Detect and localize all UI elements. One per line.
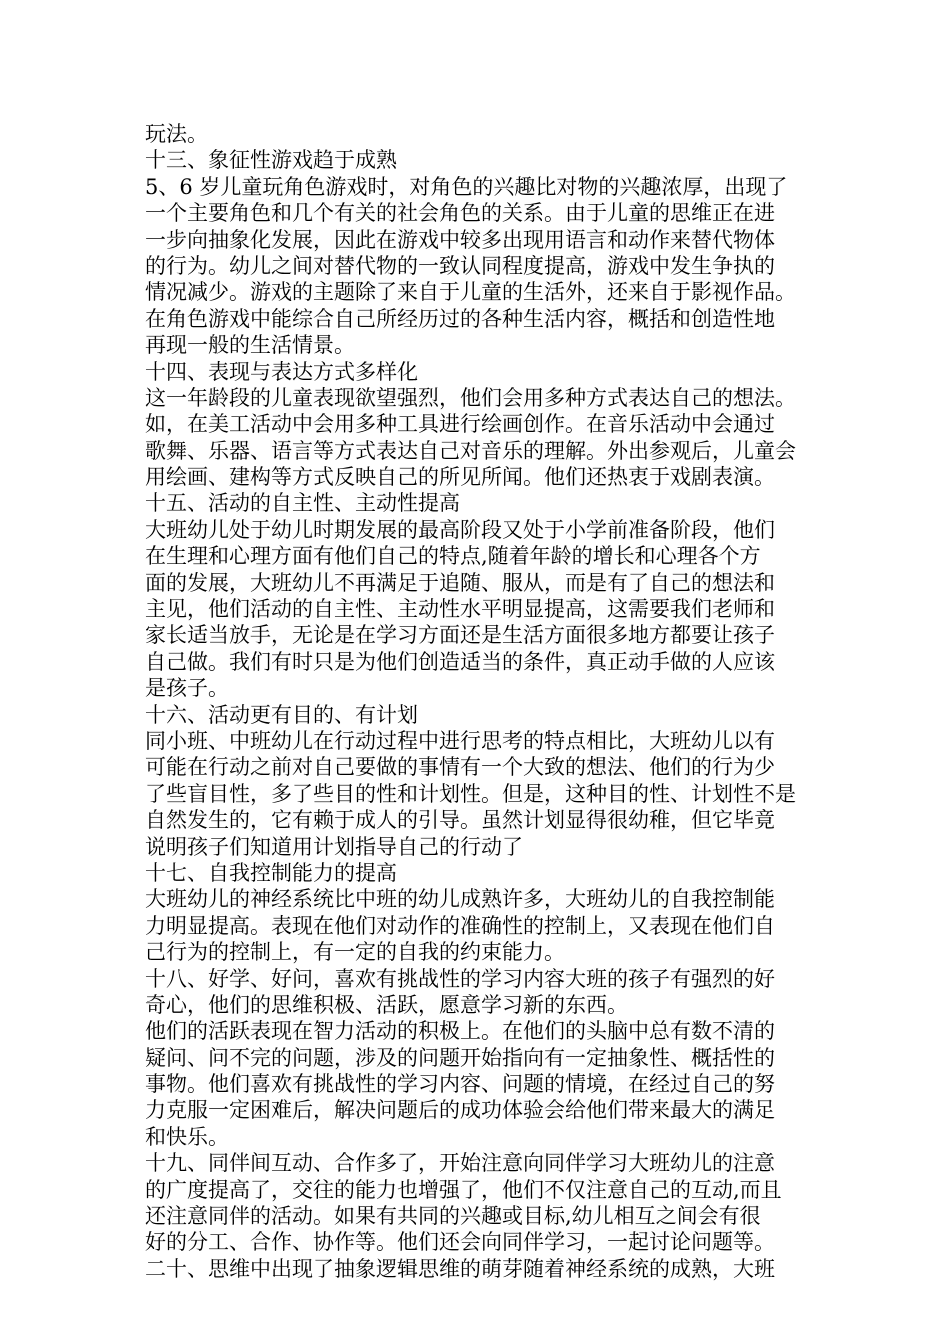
text-line: 十七、自我控制能力的提高 — [145, 860, 397, 885]
text-line: 如，在美工活动中会用多种工具进行绘画创作。在音乐活动中会通过 — [145, 412, 775, 437]
text-line: 5、6 岁儿童玩角色游戏时，对角色的兴趣比对物的兴趣浓厚，出现了 — [145, 174, 788, 199]
text-line: 一个主要角色和几个有关的社会角色的关系。由于儿童的思维正在进 — [145, 201, 775, 226]
text-line: 力明显提高。表现在他们对动作的准确性的控制上，又表现在他们自 — [145, 913, 775, 938]
text-line: 二十、思维中出现了抽象逻辑思维的萌芽随着神经系统的成熟，大班 — [145, 1256, 775, 1281]
text-line: 家长适当放手，无论是在学习方面还是生活方面很多地方都要让孩子 — [145, 623, 775, 648]
text-line: 一步向抽象化发展，因此在游戏中较多出现用语言和动作来替代物体 — [145, 227, 775, 252]
text-line: 可能在行动之前对自己要做的事情有一个大致的想法、他们的行为少 — [145, 755, 775, 780]
text-line: 还注意同伴的活动。如果有共同的兴趣或目标,幼儿相互之间会有很 — [145, 1204, 761, 1229]
text-line: 歌舞、乐器、语言等方式表达自己对音乐的理解。外出参观后，儿童会 — [145, 438, 796, 463]
text-line: 十九、同伴间互动、合作多了，开始注意向同伴学习大班幼儿的注意 — [145, 1151, 775, 1176]
text-line: 十六、活动更有目的、有计划 — [145, 702, 418, 727]
text-line: 是孩子。 — [145, 676, 229, 701]
text-line: 同小班、中班幼儿在行动过程中进行思考的特点相比，大班幼儿以有 — [145, 728, 775, 753]
text-line: 的行为。幼儿之间对替代物的一致认同程度提高，游戏中发生争执的 — [145, 253, 775, 278]
text-line: 这一年龄段的儿童表现欲望强烈，他们会用多种方式表达自己的想法。 — [145, 385, 796, 410]
text-line: 说明孩子们知道用计划指导自己的行动了 — [145, 834, 523, 859]
text-line: 力克服一定困难后，解决问题后的成功体验会给他们带来最大的满足 — [145, 1098, 775, 1123]
text-line: 面的发展，大班幼儿不再满足于追随、服从，而是有了自己的想法和 — [145, 570, 775, 595]
text-line: 事物。他们喜欢有挑战性的学习内容、问题的情境，在经过自己的努 — [145, 1072, 775, 1097]
text-line: 十四、表现与表达方式多样化 — [145, 359, 418, 384]
text-line: 再现一般的生活情景。 — [145, 333, 355, 358]
text-line: 用绘画、建构等方式反映自己的所见所闻。他们还热衷于戏剧表演。 — [145, 465, 775, 490]
text-line: 在生理和心理方面有他们自己的特点,随着年龄的增长和心理各个方 — [145, 544, 761, 569]
text-line: 己行为的控制上，有一定的自我的约束能力。 — [145, 940, 565, 965]
text-line: 的广度提高了，交往的能力也增强了，他们不仅注意自己的互动,而且 — [145, 1177, 782, 1202]
text-line: 玩法。 — [145, 122, 208, 146]
text-line: 大班幼儿处于幼儿时期发展的最高阶段又处于小学前准备阶段，他们 — [145, 517, 775, 542]
text-line: 自己做。我们有时只是为他们创造适当的条件，真正动手做的人应该 — [145, 649, 775, 674]
text-line: 主见，他们活动的自主性、主动性水平明显提高，这需要我们老师和 — [145, 597, 775, 622]
text-line: 疑问、问不完的问题，涉及的问题开始指向有一定抽象性、概括性的 — [145, 1045, 775, 1070]
text-line: 十八、好学、好问，喜欢有挑战性的学习内容大班的孩子有强烈的好 — [145, 966, 775, 991]
text-line: 十五、活动的自主性、主动性提高 — [145, 491, 460, 516]
text-line: 大班幼儿的神经系统比中班的幼儿成熟许多，大班幼儿的自我控制能 — [145, 887, 775, 912]
document-body — [145, 121, 815, 1282]
text-line: 和快乐。 — [145, 1124, 229, 1149]
text-line: 他们的活跃表现在智力活动的积极上。在他们的头脑中总有数不清的 — [145, 1019, 775, 1044]
text-line: 十三、象征性游戏趋于成熟 — [145, 148, 397, 173]
text-line: 了些盲目性，多了些目的性和计划性。但是，这种目的性、计划性不是 — [145, 781, 796, 806]
text-line: 情况减少。游戏的主题除了来自于儿童的生活外，还来自于影视作品。 — [145, 280, 796, 305]
text-line: 奇心，他们的思维积极、活跃，愿意学习新的东西。 — [145, 992, 628, 1017]
text-line: 自然发生的，它有赖于成人的引导。虽然计划显得很幼稚，但它毕竟 — [145, 808, 775, 833]
text-line: 好的分工、合作、协作等。他们还会向同伴学习，一起讨论问题等。 — [145, 1230, 775, 1255]
text-line: 在角色游戏中能综合自己所经历过的各种生活内容，概括和创造性地 — [145, 306, 775, 331]
